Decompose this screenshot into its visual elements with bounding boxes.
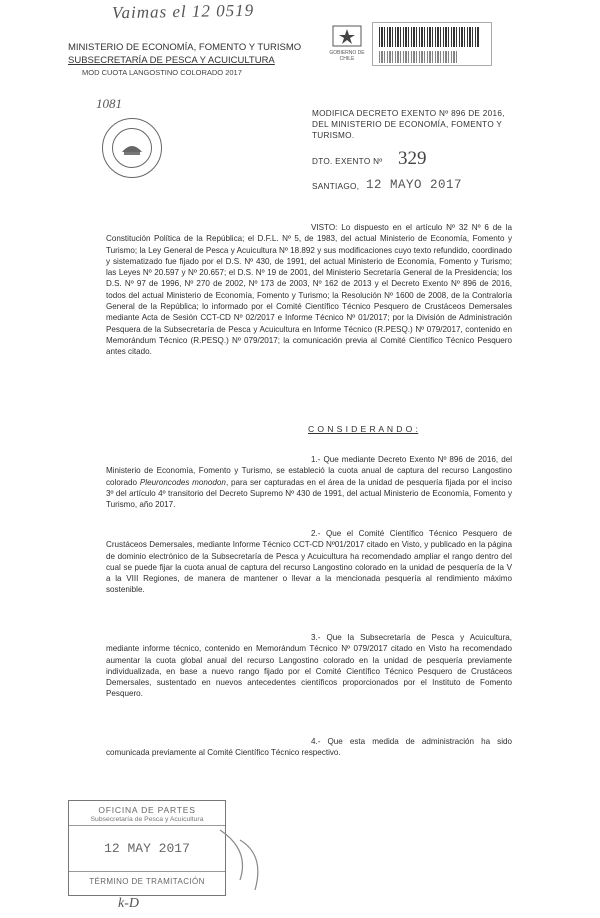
decree-label: DTO. EXENTO Nº <box>312 157 383 166</box>
p1-text-end: , para ser capturadas en el área de la unidad de pesquería fijada por el inciso 3º del artículo 4º transitorio del Decreto Supremo Nº 430 de 1991, del actual Ministerio de Economía, Fomento y Turismo, año 2017. <box>106 477 512 510</box>
decree-date: 12 MAYO 2017 <box>366 178 463 192</box>
barcode-box <box>372 22 492 66</box>
stamp-office: OFICINA DE PARTES <box>98 805 196 815</box>
title-line-2: DEL MINISTERIO DE ECONOMÍA, FOMENTO Y <box>312 120 503 129</box>
header-reference: MOD CUOTA LANGOSTINO COLORADO 2017 <box>82 68 242 77</box>
visto-paragraph: VISTO: Lo dispuesto en el artículo Nº 32 Nº 6 de la Constitución Política de la República; el D.F.L. Nº 5, de 1983, del actual Ministerio de Economía, Fomento y Turismo; la Ley General de Pesca y Acuicultura Nº 18.892 y sus modificaciones cuyo texto refundido, coordinado y sistematizado fue fijado por el D.S. Nº 430, de 1991, del actual Ministerio de Economía, Fomento y Turismo; las Leyes Nº 20.597 y Nº 20.657; el D.S. Nº 19 de 2001, del Ministerio Secretaría General de la Presidencia; los D.S. Nº 97 de 1996, Nº 270 de 2002, Nº 173 de 2003, Nº 162 de 2013 y el Decreto Exento Nº 896 de 2016, todos del actual Ministerio de Economía, Fomento y Turismo; la Resolución Nº 1600 de 2008, de la Contraloría General de la República; lo informado por el Comité Científico Técnico Pesquero de Crustáceos Demersales mediante Acta de Sesión CCT-CD Nº 02/2017 e Informe Técnico Nº 01/2017; por la División de Administración Pesquera de la Subsecretaría de Pesca y Acuicultura en Informe Técnico (R.PESQ.) Nº 079/2017, contenido en Memorándum Técnico (R.PESQ.) Nº 079/2017; la comunicación previa al Comité Científico Técnico Pesquero antes citado. <box>106 223 512 357</box>
considerando-paragraph-2: 2.- Que el Comité Científico Técnico Pesquero de Crustáceos Demersales, mediante Informe Técnico CCT-CD Nº01/2017 citado en Visto, y publicado en la página de dominio electrónico de la Subsecretaría de Pesca y Acuicultura ha recomendado ampliar el rango dentro del cual se puede fijar la cuota anual de captura del recurso Langostino colorado en la unidad de pesquería de la V a la VIII Regiones, de manera de mantener o llevar a la mencionada pesquería al rendimiento máximo sostenible. <box>106 529 512 595</box>
header-subsecretaria: SUBSECRETARÍA DE PESCA Y ACUICULTURA <box>68 55 275 66</box>
barcode-bottom <box>379 51 459 63</box>
city-label: SANTIAGO, <box>312 182 360 191</box>
stamp-emblem-icon <box>120 136 144 160</box>
handwritten-annotation-top: Vaimas el 12 0519 <box>111 0 255 23</box>
considerando-paragraph-1 <box>106 454 512 510</box>
title-line-1: MODIFICA DECRETO EXENTO Nº 896 DE 2016, <box>312 109 505 118</box>
title-line-3: TURISMO. <box>312 131 355 140</box>
stamp-footer: TÉRMINO DE TRAMITACIÓN <box>89 877 205 886</box>
p1-text-start: 1.- Que mediante Decreto Exento Nº 896 de 2016, del Ministerio de Economía, Fomento y Turismo, se estableció la cuota anual de captura del recurso Langostino colorado <box>106 455 512 487</box>
stamp-date: 12 MAY 2017 <box>104 841 190 856</box>
handwritten-annotation-bottom: k-D <box>118 896 139 911</box>
stamp-divider-top <box>69 825 225 826</box>
margin-handwritten-number: 1081 <box>96 96 122 111</box>
considerando-heading: C O N S I D E R A N D O : <box>308 424 419 434</box>
stamp-divider-bottom <box>69 871 225 872</box>
signature-mark <box>210 820 290 900</box>
barcode-top <box>379 27 479 47</box>
oficina-partes-stamp <box>68 800 226 896</box>
considerando-paragraph-3: 3.- Que la Subsecretaría de Pesca y Acuicultura, mediante informe técnico, contenido en Memorándum Técnico Nº 079/2017 citado en Visto ha recomendado aumentar la cuota global anual del recurso Langostino colorado en la unidad de pesquería previamente individualizada, en base a nuevo rango fijado por el Comité Científico Técnico Pesquero de Crustáceos Demersales, sustentado en nuevos antecedentes científicos proporcionados por el Instituto de Fomento Pesquero. <box>106 633 512 699</box>
decree-number: 329 <box>398 148 427 169</box>
stamp-subsecretaria: Subsecretaría de Pesca y Acuicultura <box>90 816 204 823</box>
p1-species-name: Pleuroncodes monodon <box>139 477 226 487</box>
gobierno-seal <box>330 24 364 62</box>
seal-label: GOBIERNO DE CHILE <box>329 50 365 62</box>
considerando-paragraph-4: 4.- Que esta medida de administración ha sido comunicada previamente al Comité Científico Técnico respectivo. <box>106 737 512 758</box>
header-ministry: MINISTERIO DE ECONOMÍA, FOMENTO Y TURISMO <box>68 42 302 53</box>
round-stamp-left <box>102 118 162 178</box>
